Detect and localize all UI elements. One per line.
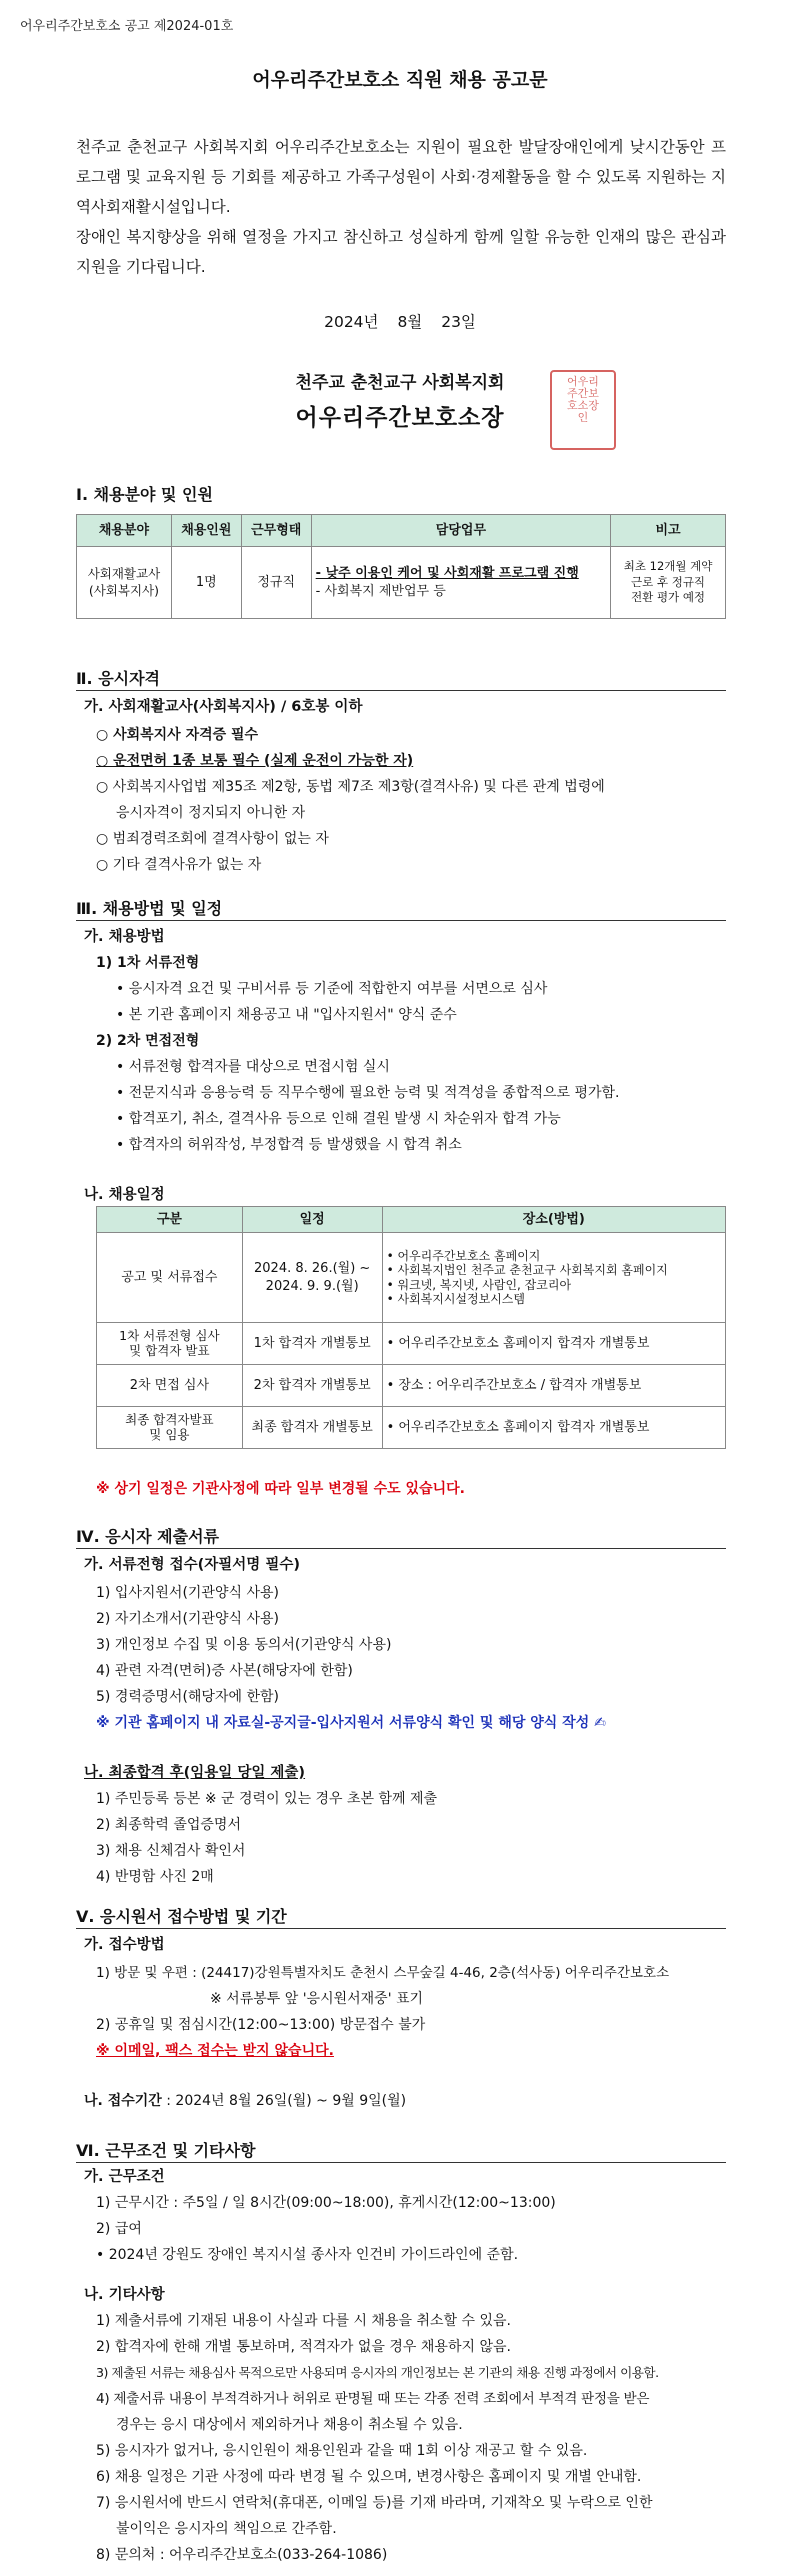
notice-date: 2024년 8월 23일 xyxy=(324,313,476,331)
qualification-item: ○ 사회복지사 자격증 필수 xyxy=(96,727,259,743)
table-header: 채용분야 xyxy=(77,515,172,547)
etc-item: 경우는 응시 대상에서 제외하거나 채용이 취소될 수 있음. xyxy=(116,2417,463,2433)
table-header: 일정 xyxy=(242,1207,382,1233)
etc-item: 6) 채용 일정은 기관 사정에 따라 변경 될 수 있으며, 변경사항은 홈페이지 및 개별 안내함. xyxy=(96,2469,642,2485)
schedule-place: • 어우리주간보호소 홈페이지 합격자 개별통보 xyxy=(382,1407,725,1449)
section-divider xyxy=(76,2162,726,2163)
table-row xyxy=(97,1323,726,1365)
table-row xyxy=(97,1365,726,1407)
section-3-title: Ⅲ. 채용방법 및 일정 xyxy=(76,899,223,918)
schedule-date: 2024. 8. 26.(월) ~ 2024. 9. 9.(월) xyxy=(242,1233,382,1323)
schedule-place-item: • 사회복지시설정보시스템 xyxy=(386,1291,525,1306)
submission-item: 2) 공휴일 및 점심시간(12:00~13:00) 방문접수 불가 xyxy=(96,2017,426,2033)
submission-period xyxy=(84,2092,406,2111)
type-cell: 정규직 xyxy=(241,547,311,619)
section-divider xyxy=(76,1548,726,1549)
qualification-item: ○ 운전면허 1종 보통 필수 (실제 운전이 가능한 자) xyxy=(96,753,414,769)
schedule-stage: 2차 면접 심사 xyxy=(97,1365,243,1407)
table-header: 채용인원 xyxy=(171,515,241,547)
schedule-place xyxy=(382,1233,725,1323)
method-item: • 본 기관 홈페이지 채용공고 내 "입사지원서" 양식 준수 xyxy=(116,1007,457,1023)
etc-item: 7) 응시원서에 반드시 연락처(휴대폰, 이메일 등)를 기재 바라며, 기재착오 및 누락으로 인한 xyxy=(96,2495,653,2511)
etc-item: 2) 합격자에 한해 개별 통보하며, 적격자가 없을 경우 채용하지 않음. xyxy=(96,2339,511,2355)
method-item: • 합격포기, 취소, 결격사유 등으로 인해 결원 발생 시 차순위자 합격 가능 xyxy=(116,1111,561,1127)
schedule-date: 1차 합격자 개별통보 xyxy=(242,1323,382,1365)
final-documents-heading: 나. 최종합격 후(임용일 당일 제출) xyxy=(84,1765,306,1781)
section-divider xyxy=(76,920,726,921)
document-item: 3) 개인정보 수집 및 이용 동의서(기관양식 사용) xyxy=(96,1637,392,1653)
document-item: 4) 반명함 사진 2매 xyxy=(96,1869,214,1885)
submission-note: ※ 서류봉투 앞 '응시원서재중' 표기 xyxy=(210,1991,424,2007)
etc-item: 1) 제출서류에 기재된 내용이 사실과 다를 시 채용을 취소할 수 있음. xyxy=(96,2313,511,2329)
submission-heading: 가. 접수방법 xyxy=(84,1937,165,1953)
qualification-item: 응시자격이 정지되지 아니한 자 xyxy=(116,805,306,821)
schedule-place: • 어우리주간보호소 홈페이지 합격자 개별통보 xyxy=(382,1323,725,1365)
document-item: 4) 관련 자격(면허)증 사본(해당자에 한함) xyxy=(96,1663,353,1679)
section-divider xyxy=(76,690,726,691)
method-step-1: 1) 1차 서류전형 xyxy=(96,955,200,971)
condition-item: • 2024년 강원도 장애인 복지시설 종사자 인건비 가이드라인에 준함. xyxy=(96,2247,519,2263)
note-cell: 최초 12개월 계약 근로 후 정규직 전환 평가 예정 xyxy=(611,547,726,619)
table-header: 구분 xyxy=(97,1207,243,1233)
documents-note: ※ 기관 홈페이지 내 자료실-공지글-입사지원서 서류양식 확인 및 해당 양식 작성 ✍ xyxy=(96,1715,606,1731)
method-item: • 전문지식과 응용능력 등 직무수행에 필요한 능력 및 적격성을 종합적으로 평가함. xyxy=(116,1085,620,1101)
method-step-2: 2) 2차 면접전형 xyxy=(96,1033,200,1049)
qualification-item: ○ 범죄경력조회에 결격사항이 없는 자 xyxy=(96,831,329,847)
schedule-table xyxy=(96,1206,726,1449)
section-5-title: Ⅴ. 응시원서 접수방법 및 기간 xyxy=(76,1907,287,1926)
method-item: • 서류전형 합격자를 대상으로 면접시험 실시 xyxy=(116,1059,390,1075)
schedule-notice: ※ 상기 일정은 기관사정에 따라 일부 변경될 수도 있습니다. xyxy=(96,1481,465,1497)
table-header: 근무형태 xyxy=(241,515,311,547)
qualification-item: ○ 사회복지사업법 제35조 제2항, 동법 제7조 제3항(결격사유) 및 다른 관계 법령에 xyxy=(96,779,605,795)
documents-heading: 가. 서류전형 접수(자필서명 필수) xyxy=(84,1557,300,1573)
schedule-place-item: • 사회복지법인 천주교 춘천교구 사회복지회 홈페이지 xyxy=(386,1263,668,1278)
intro-paragraph-1: 천주교 춘천교구 사회복지회 어우리주간보호소는 지원이 필요한 발달장애인에게 낮시간동안 프로그램 및 교육지원 등 기회를 제공하고 가족구성원이 사회·경제활동을 할 수 있도록 지원하는 지역사회재활시설입니다. xyxy=(76,138,726,216)
document-item: 2) 최종학력 졸업증명서 xyxy=(96,1817,241,1833)
table-row xyxy=(97,1407,726,1449)
table-header: 담당업무 xyxy=(311,515,610,547)
schedule-date: 2차 합격자 개별통보 xyxy=(242,1365,382,1407)
seal-text: 어우리 주간보 호소장 인 xyxy=(567,375,599,424)
schedule-place-item: • 어우리주간보호소 홈페이지 xyxy=(386,1248,541,1263)
field-cell: 사회재활교사 (사회복지사) xyxy=(77,547,172,619)
issuer-title: 어우리주간보호소장 xyxy=(295,404,505,431)
issuer-block xyxy=(0,372,800,434)
schedule-date: 최종 합격자 개별통보 xyxy=(242,1407,382,1449)
method-item: • 합격자의 허위작성, 부정합격 등 발생했을 시 합격 취소 xyxy=(116,1137,462,1153)
submission-period-value: : 2024년 8월 26일(월) ~ 9월 9일(월) xyxy=(161,2093,407,2109)
official-seal-stamp xyxy=(550,370,616,450)
intro-text xyxy=(76,132,726,282)
section-4-title: Ⅳ. 응시자 제출서류 xyxy=(76,1527,219,1546)
document-item: 3) 채용 신체검사 확인서 xyxy=(96,1843,246,1859)
duty-cell xyxy=(311,547,610,619)
document-item: 2) 자기소개서(기관양식 사용) xyxy=(96,1611,279,1627)
schedule-place: • 장소 : 어우리주간보호소 / 합격자 개별통보 xyxy=(382,1365,725,1407)
etc-item: 3) 제출된 서류는 채용심사 목적으로만 사용되며 응시자의 개인정보는 본 기관의 채용 진행 과정에서 이용함. xyxy=(96,2365,659,2380)
method-heading: 가. 채용방법 xyxy=(84,929,165,945)
etc-item: 4) 제출서류 내용이 부적격하거나 허위로 판명될 때 또는 각종 전력 조회에서 부적격 판정을 받은 xyxy=(96,2391,650,2407)
submission-warning: ※ 이메일, 팩스 접수는 받지 않습니다. xyxy=(96,2043,334,2059)
table-header: 장소(방법) xyxy=(382,1207,725,1233)
intro-paragraph-2: 장애인 복지향상을 위해 열정을 가지고 참신하고 성실하게 함께 일할 유능한 인재의 많은 관심과 지원을 기다립니다. xyxy=(76,228,726,276)
document-item: 5) 경력증명서(해당자에 한함) xyxy=(96,1689,279,1705)
method-item: • 응시자격 요건 및 구비서류 등 기준에 적합한지 여부를 서면으로 심사 xyxy=(116,981,548,997)
page-title: 어우리주간보호소 직원 채용 공고문 xyxy=(252,69,548,91)
table-header: 비고 xyxy=(611,515,726,547)
schedule-place-item: • 워크넷, 복지넷, 사람인, 잡코리아 xyxy=(386,1277,572,1292)
schedule-heading: 나. 채용일정 xyxy=(84,1187,165,1203)
schedule-stage: 공고 및 서류접수 xyxy=(97,1233,243,1323)
etc-item: 5) 응시자가 없거나, 응시인원이 채용인원과 같을 때 1회 이상 재공고 할 수 있음. xyxy=(96,2443,588,2459)
section-2-title: Ⅱ. 응시자격 xyxy=(76,669,161,688)
schedule-stage: 1차 서류전형 심사 및 합격자 발표 xyxy=(97,1323,243,1365)
section-6-title: Ⅵ. 근무조건 및 기타사항 xyxy=(76,2141,256,2160)
condition-item: 1) 근무시간 : 주5일 / 일 8시간(09:00~18:00), 휴게시간(12:00~13:00) xyxy=(96,2195,556,2211)
submission-item: 1) 방문 및 우편 : (24417)강원특별자치도 춘천시 스무숲길 4-46, 2층(석사동) 어우리주간보호소 xyxy=(96,1965,670,1981)
table-row xyxy=(97,1233,726,1323)
conditions-heading: 가. 근무조건 xyxy=(84,2169,165,2185)
count-cell: 1명 xyxy=(171,547,241,619)
issuer-organization: 천주교 춘천교구 사회복지회 xyxy=(295,373,505,393)
announcement-number: 어우리주간보호소 공고 제2024-01호 xyxy=(20,19,234,34)
etc-item: 8) 문의처 : 어우리주간보호소(033-264-1086) xyxy=(96,2547,388,2563)
submission-period-label: 나. 접수기간 xyxy=(84,2093,162,2109)
section-divider xyxy=(76,1928,726,1929)
qualification-heading: 가. 사회재활교사(사회복지사) / 6호봉 이하 xyxy=(84,699,363,715)
document-item: 1) 주민등록 등본 ※ 군 경력이 있는 경우 초본 함께 제출 xyxy=(96,1791,438,1807)
schedule-stage: 최종 합격자발표 및 임용 xyxy=(97,1407,243,1449)
etc-item: 불이익은 응시자의 책임으로 간주함. xyxy=(116,2521,337,2537)
condition-item: 2) 급여 xyxy=(96,2221,142,2237)
duty-line-1: - 낮주 이용인 케어 및 사회재활 프로그램 진행 xyxy=(315,565,579,581)
document-item: 1) 입사지원서(기관양식 사용) xyxy=(96,1585,279,1601)
qualification-item: ○ 기타 결격사유가 없는 자 xyxy=(96,857,262,873)
recruit-field-table xyxy=(76,514,726,619)
etc-heading: 나. 기타사항 xyxy=(84,2287,165,2303)
section-1-title: Ⅰ. 채용분야 및 인원 xyxy=(76,485,213,504)
duty-line-2: - 사회복지 제반업무 등 xyxy=(315,583,446,599)
